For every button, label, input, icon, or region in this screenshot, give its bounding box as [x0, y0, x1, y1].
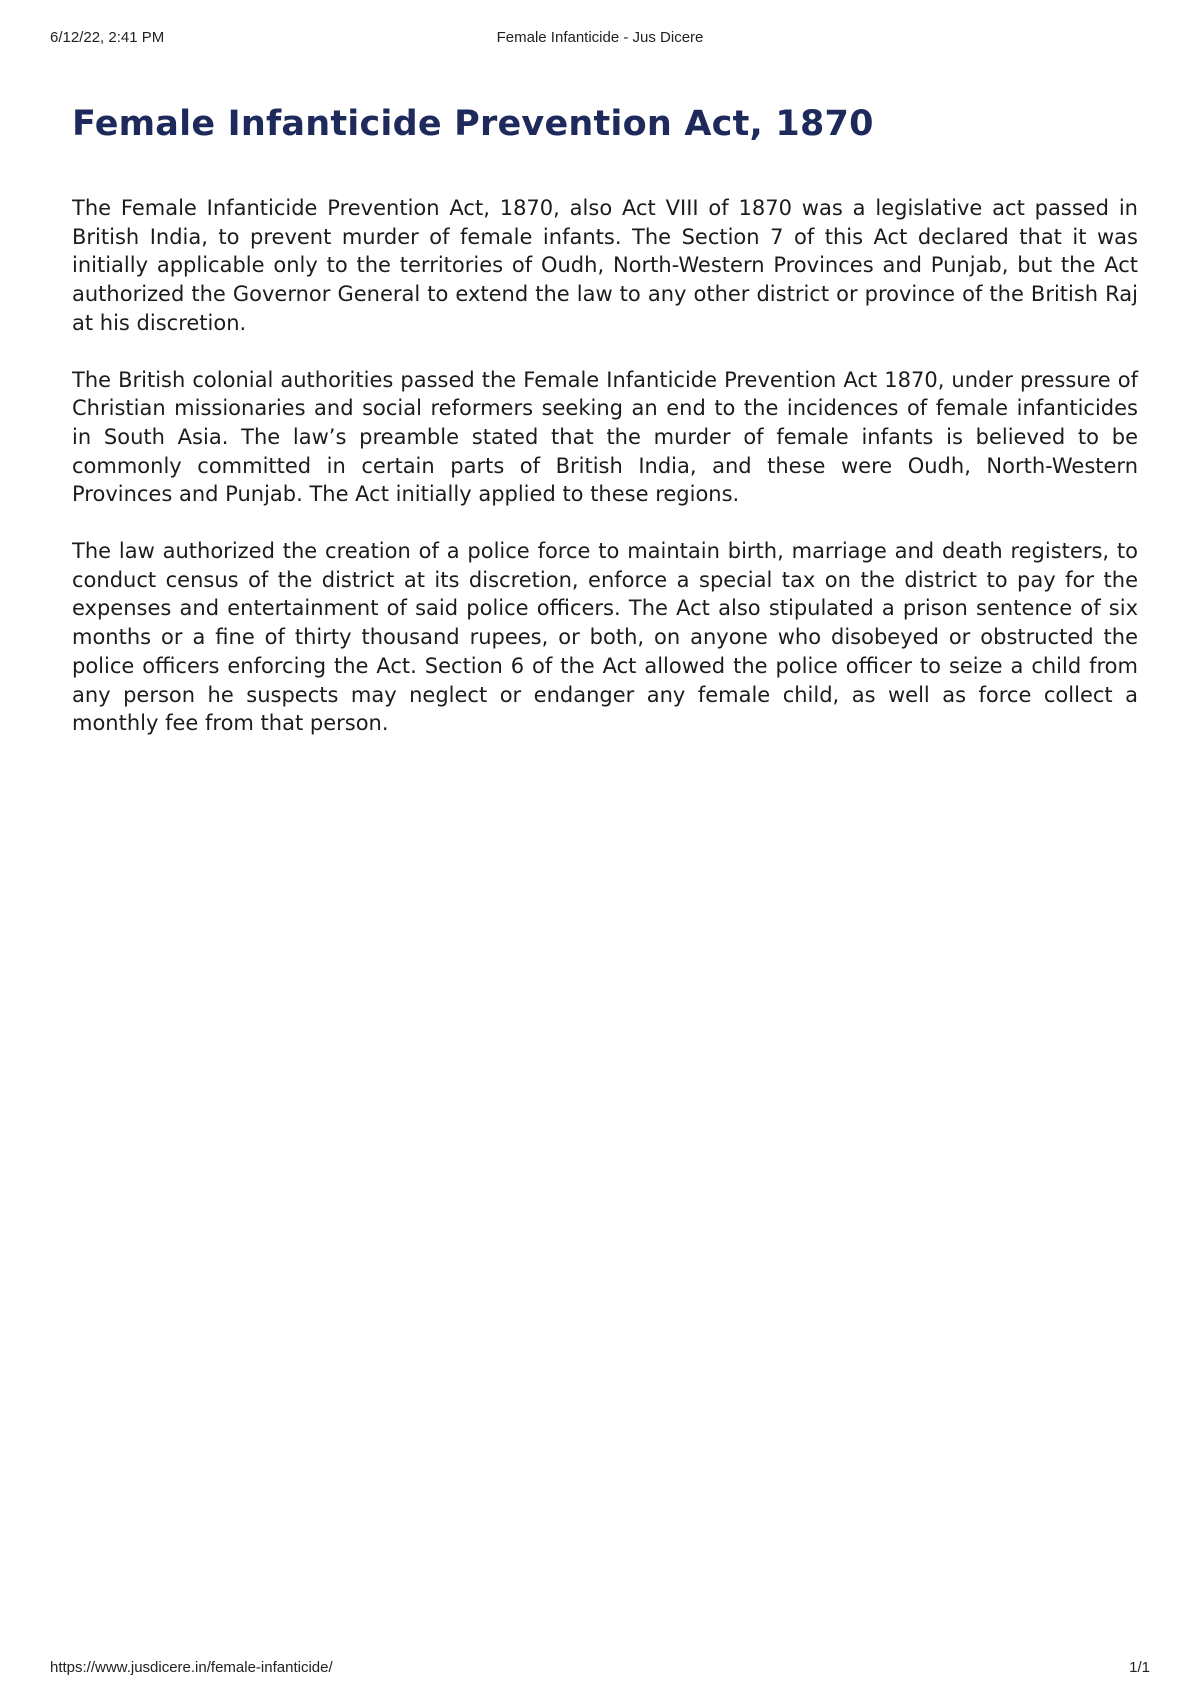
- print-page-title: Female Infanticide - Jus Dicere: [496, 29, 704, 46]
- article-paragraph-1: The Female Infanticide Prevention Act, 1870, also Act VIII of 1870 was a legislative act passed in British India, to prevent murder of female infants. The Section 7 of this Act declared that it was initially applicable only to the territories of Oudh, North-Western Provinces and Punjab, but the Act authorized the Governor General to extend the law to any other district or province of the British Raj at his discretion.: [72, 196, 1138, 335]
- article: [72, 100, 1138, 738]
- print-url: https://www.jusdicere.in/female-infanticide/: [50, 1659, 333, 1676]
- print-page-number: 1/1: [1129, 1659, 1150, 1676]
- print-header: [0, 29, 1200, 49]
- print-footer: [0, 1659, 1200, 1679]
- article-paragraph-2: The British colonial authorities passed the Female Infanticide Prevention Act 1870, under pressure of Christian missionaries and social reformers seeking an end to the incidences of female infanticides in South Asia. The law’s preamble stated that the murder of female infants is believed to be commonly committed in certain parts of British India, and these were Oudh, North-Western Provinces and Punjab. The Act initially applied to these regions.: [72, 367, 1138, 507]
- article-title: Female Infanticide Prevention Act, 1870: [72, 104, 874, 144]
- print-datetime: 6/12/22, 2:41 PM: [50, 29, 165, 46]
- article-paragraph-3: The law authorized the creation of a police force to maintain birth, marriage and death registers, to conduct census of the district at its discretion, enforce a special tax on the district to pay for the expenses and entertainment of said police officers. The Act also stipulated a prison sentence of six months or a fine of thirty thousand rupees, or both, on anyone who disobeyed or obstructed the police officers enforcing the Act. Section 6 of the Act allowed the police officer to seize a child from any person he suspects may neglect or endanger any female child, as well as force collect a monthly fee from that person.: [72, 539, 1138, 736]
